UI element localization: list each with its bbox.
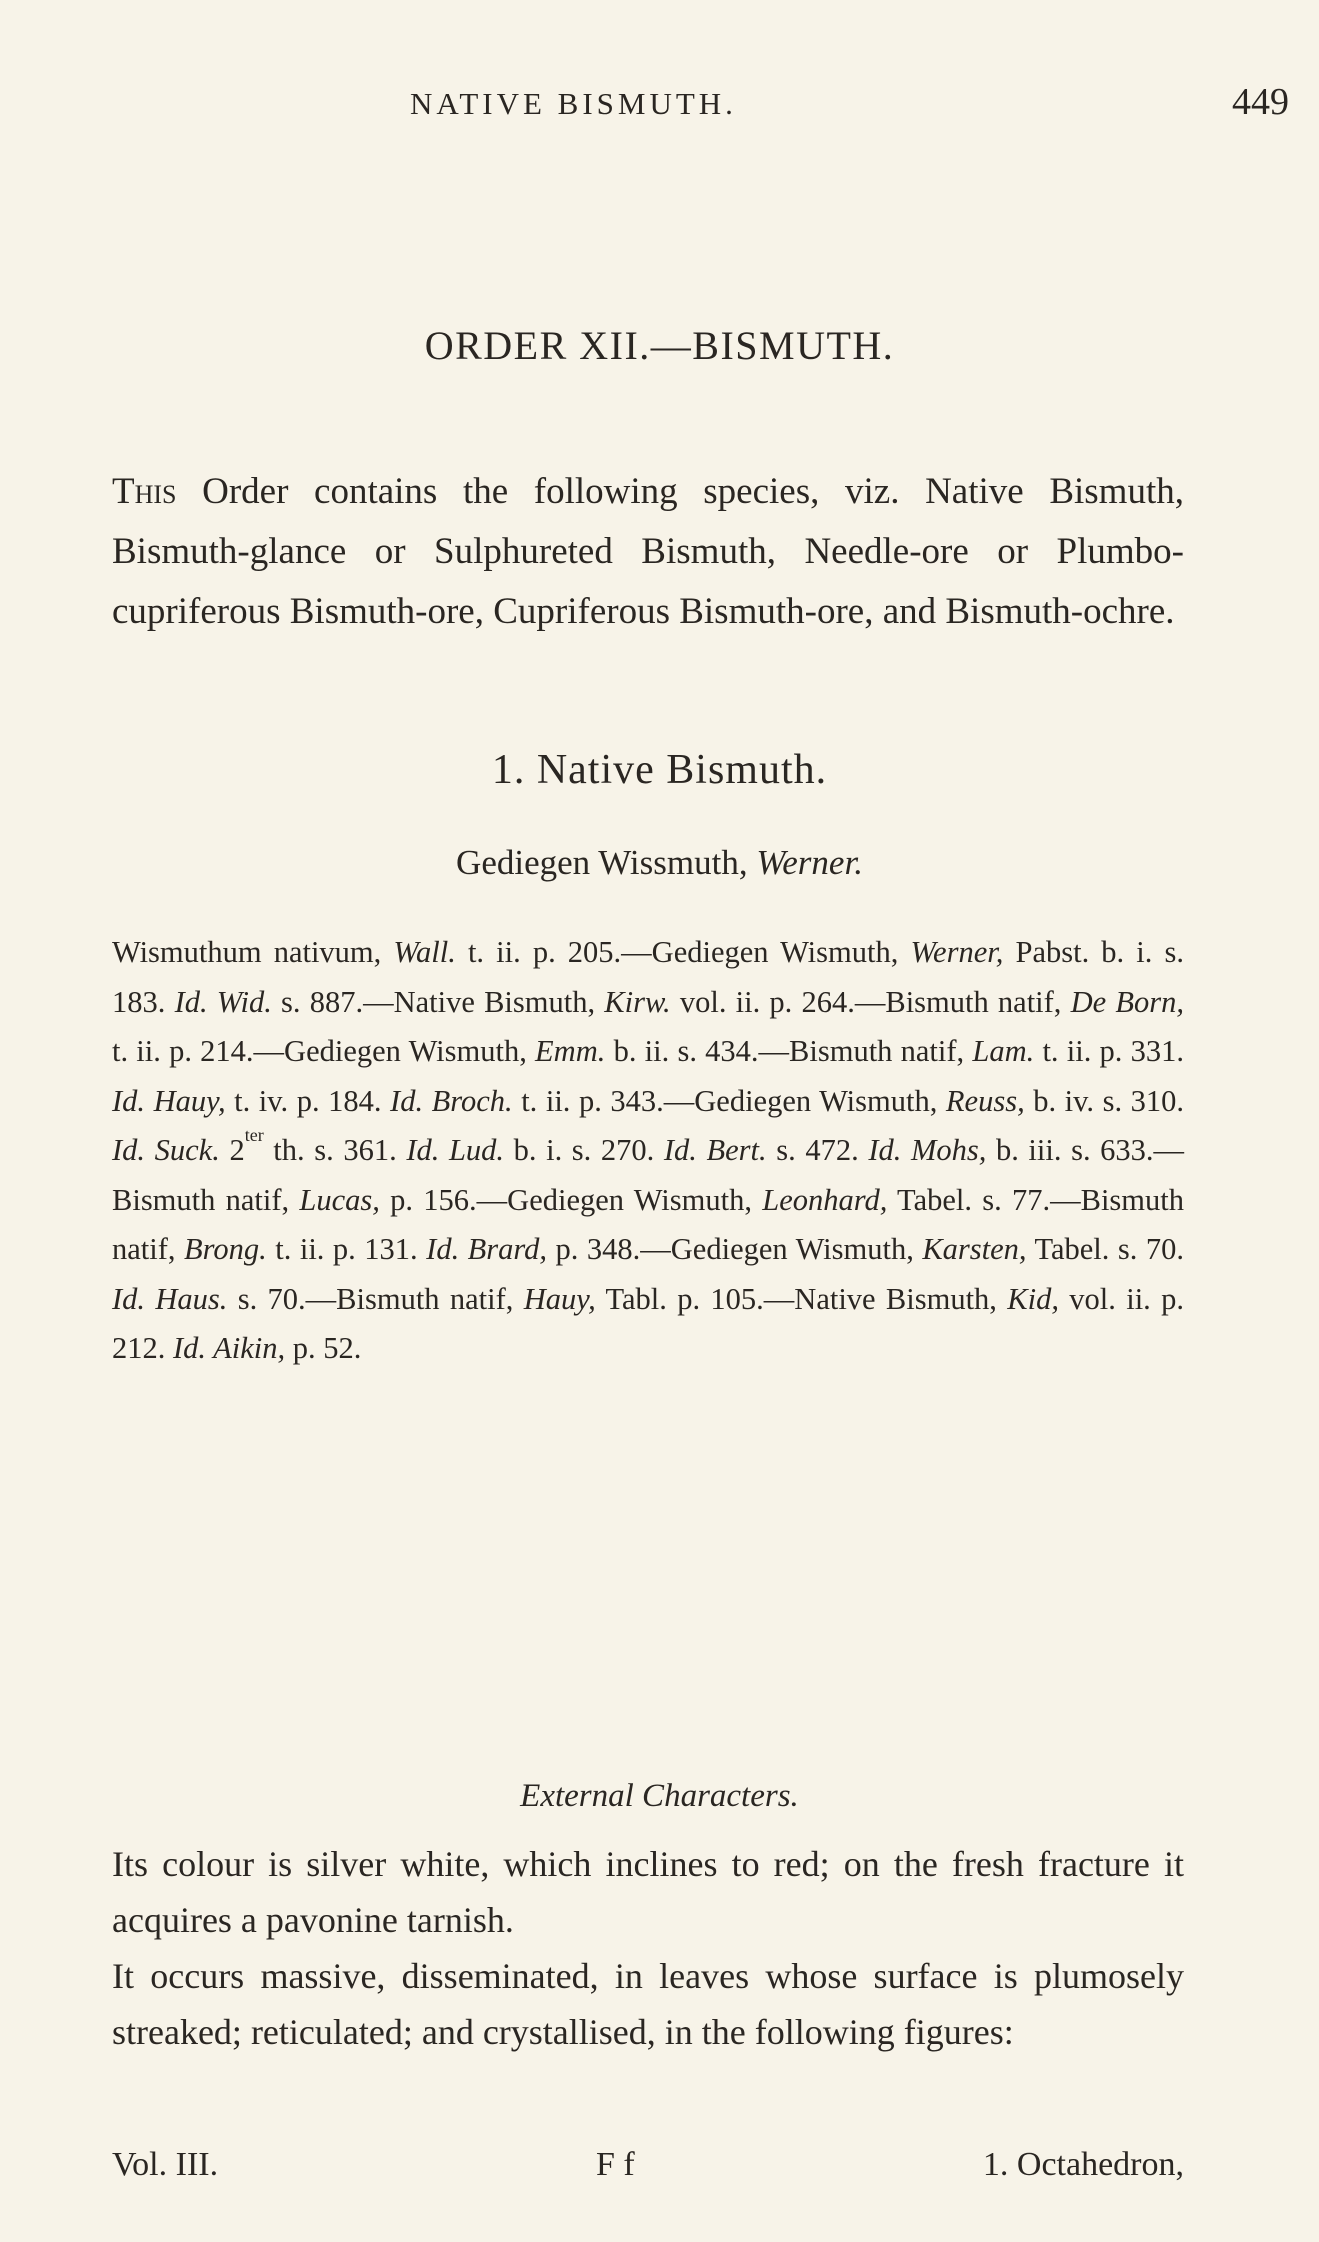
description-paragraph: It occurs massive, disseminated, in leaves whose surface is plumosely streaked; reticulated; and crystallised, in the following figures: (112, 1956, 1184, 2052)
reference-citation: Id. Suck. (112, 1133, 220, 1167)
order-heading: ORDER XII.—BISMUTH. (424, 323, 895, 368)
external-characters-text (112, 1836, 1184, 2060)
reference-citation: Kid, (1007, 1281, 1059, 1316)
signature-mark: F f (596, 2146, 635, 2183)
reference-citation: Brong. (184, 1232, 267, 1266)
reference-citation: Id. Wid. (174, 984, 272, 1019)
reference-text: th. s. 361. (263, 1133, 407, 1167)
reference-citation: Werner, (910, 935, 1004, 969)
reference-citation: Lucas, (299, 1182, 380, 1217)
reference-text: t. ii. p. 205.—Gediegen Wismuth, (455, 935, 911, 969)
reference-text: t. iv. p. 184. (225, 1083, 391, 1118)
reference-text: b. i. s. 270. (504, 1133, 664, 1167)
reference-citation: Id. Mohs, (868, 1133, 987, 1167)
reference-text: t. ii. p. 131. (266, 1232, 427, 1266)
reference-text: Wismuthum nativum, (112, 935, 394, 969)
reference-citation: Reuss, (945, 1083, 1025, 1118)
reference-text: b. iv. s. 310. (1024, 1083, 1184, 1118)
reference-text: Tabel. s. 77.—Bismuth natif, (112, 1182, 1184, 1266)
intro-paragraph (112, 462, 1184, 642)
reference-text: vol. ii. p. 264.—Bismuth natif, (670, 984, 1071, 1019)
page-number: 449 (1232, 81, 1289, 123)
reference-text: p. 156.—Gediegen Wismuth, (379, 1182, 763, 1217)
reference-text: s. 70.—Bismuth natif, (227, 1281, 524, 1316)
synonym-author: Werner. (756, 843, 863, 882)
intro-text: Order contains the following species, viz. Native Bismuth, Bismuth-glance or Sulphureted Bismuth, Needle-ore or Plumbo-cupriferous Bismuth-ore, Cupriferous Bismuth-ore, and Bismuth-ochre. (112, 471, 1184, 632)
volume-label: Vol. III. (112, 2146, 219, 2183)
reference-citation: Karsten, (922, 1232, 1027, 1266)
reference-text: 2 (219, 1133, 245, 1167)
reference-citation: Id. Aikin, (173, 1331, 286, 1365)
reference-citation: Emm. (535, 1034, 606, 1068)
reference-citation: Hauy, (523, 1281, 596, 1316)
reference-text: s. 887.—Native Bismuth, (271, 984, 605, 1019)
running-title: NATIVE BISMUTH. (410, 86, 737, 121)
reference-citation: Leonhard, (762, 1182, 888, 1217)
reference-text: s. 472. (766, 1133, 869, 1167)
external-characters-heading: External Characters. (520, 1778, 799, 1814)
reference-text: Pabst. b. i. s. 183. (112, 935, 1184, 1019)
reference-citation: Id. Broch. (390, 1083, 513, 1118)
reference-text: Tabl. p. 105.—Native Bismuth, (595, 1281, 1008, 1316)
species-synonym (0, 843, 1319, 883)
reference-citation: Id. Bert. (663, 1133, 767, 1167)
running-head (0, 81, 1319, 136)
reference-text: p. 348.—Gediegen Wismuth, (547, 1232, 923, 1266)
reference-citation: Id. Haus. (112, 1281, 228, 1316)
reference-citation: Lam. (972, 1034, 1035, 1068)
description-paragraph: Its colour is silver white, which inclines to red; on the fresh fracture it acquires a pavonine tarnish. (112, 1844, 1184, 1940)
reference-citation: Wall. (393, 935, 456, 969)
reference-text: b. iii. s. 633.—Bismuth natif, (112, 1133, 1185, 1217)
reference-citation: Id. Lud. (406, 1133, 505, 1167)
intro-lead-word: This (112, 471, 177, 512)
reference-text: Tabel. s. 70. (1026, 1232, 1184, 1266)
synonym-name: Gediegen Wissmuth, (456, 843, 757, 882)
reference-text: t. ii. p. 331. (1034, 1034, 1185, 1068)
page-footer (112, 2146, 1184, 2196)
reference-citation: De Born, (1070, 984, 1184, 1019)
reference-text: ter (244, 1125, 264, 1145)
reference-citation: Id. Brard, (426, 1232, 548, 1266)
reference-citation: Id. Hauy, (112, 1083, 226, 1118)
reference-text: t. ii. p. 214.—Gediegen Wismuth, (112, 1034, 536, 1068)
reference-text: p. 52. (285, 1331, 362, 1365)
reference-citation: Kirw. (604, 984, 671, 1019)
reference-text: vol. ii. p. 212. (112, 1281, 1184, 1365)
species-heading: 1. Native Bismuth. (491, 747, 828, 793)
catchword: 1. Octahedron, (982, 2146, 1184, 2183)
reference-text: b. ii. s. 434.—Bismuth natif, (605, 1034, 973, 1068)
reference-text: t. ii. p. 343.—Gediegen Wismuth, (512, 1083, 946, 1118)
references-paragraph (112, 928, 1184, 1374)
